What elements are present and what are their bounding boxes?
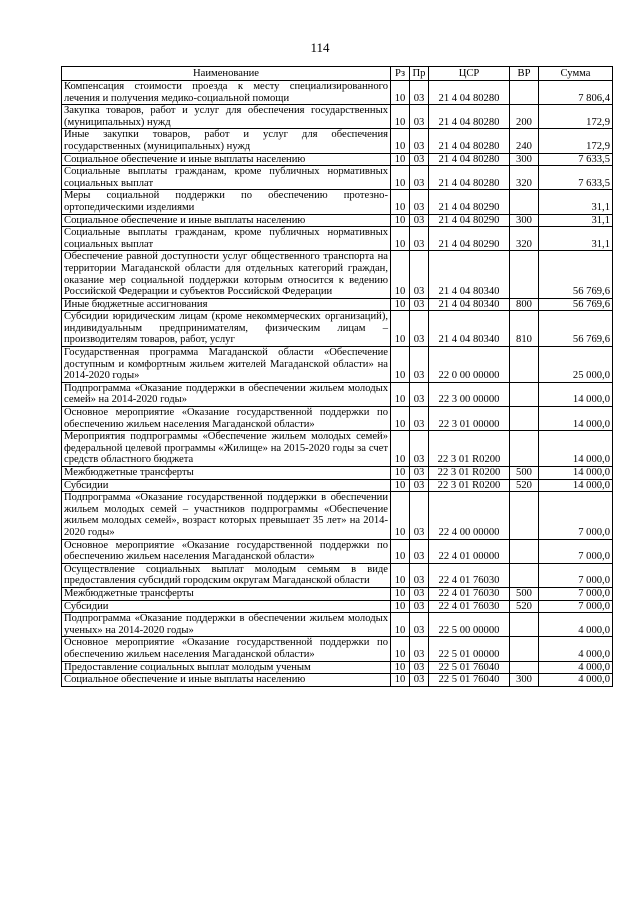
table-row	[62, 227, 613, 251]
table-row	[62, 587, 613, 600]
cell-rz: 10	[391, 479, 410, 492]
cell-sum: 56 769,6	[539, 298, 613, 311]
cell-sum: 4 000,0	[539, 613, 613, 637]
cell-sum: 31,1	[539, 214, 613, 227]
cell-name: Мероприятия подпрограммы «Обеспечение жильем молодых семей» федеральной целевой программы «Жилище» на 2015-2020 годы за счет средств областного бюджета	[62, 431, 391, 467]
cell-vr	[510, 661, 539, 674]
cell-rz: 10	[391, 431, 410, 467]
cell-vr	[510, 492, 539, 539]
cell-name: Подпрограмма «Оказание государственной поддержки в обеспечении жильем молодых семей – участников подпрограммы «Обеспечение жильем молодых семей», возраст которых превышает 35 лет» на 2014-2020 годы»	[62, 492, 391, 539]
cell-name: Социальное обеспечение и иные выплаты населению	[62, 153, 391, 166]
cell-rz: 10	[391, 347, 410, 383]
cell-csr: 22 5 01 00000	[429, 637, 510, 661]
table-row	[62, 382, 613, 406]
cell-csr: 21 4 04 80340	[429, 298, 510, 311]
budget-table	[61, 66, 613, 687]
cell-rz: 10	[391, 298, 410, 311]
cell-vr: 810	[510, 311, 539, 347]
cell-pr: 03	[410, 382, 429, 406]
cell-name: Иные бюджетные ассигнования	[62, 298, 391, 311]
cell-rz: 10	[391, 637, 410, 661]
cell-vr	[510, 637, 539, 661]
cell-vr: 200	[510, 105, 539, 129]
cell-pr: 03	[410, 311, 429, 347]
cell-pr: 03	[410, 153, 429, 166]
cell-rz: 10	[391, 153, 410, 166]
cell-name: Социальные выплаты гражданам, кроме публичных нормативных социальных выплат	[62, 166, 391, 190]
cell-name: Подпрограмма «Оказание поддержки в обеспечении жильем молодых семей» на 2014-2020 годы»	[62, 382, 391, 406]
cell-sum: 14 000,0	[539, 479, 613, 492]
column-header-csr: ЦСР	[429, 67, 510, 81]
cell-csr: 22 5 01 76040	[429, 661, 510, 674]
cell-rz: 10	[391, 539, 410, 563]
cell-name: Межбюджетные трансферты	[62, 467, 391, 480]
cell-pr: 03	[410, 431, 429, 467]
cell-pr: 03	[410, 661, 429, 674]
cell-sum: 4 000,0	[539, 637, 613, 661]
cell-sum: 7 000,0	[539, 563, 613, 587]
cell-sum: 14 000,0	[539, 407, 613, 431]
cell-pr: 03	[410, 190, 429, 214]
column-header-rz: Рз	[391, 67, 410, 81]
cell-pr: 03	[410, 479, 429, 492]
cell-sum: 4 000,0	[539, 661, 613, 674]
table-row	[62, 166, 613, 190]
cell-sum: 172,9	[539, 129, 613, 153]
cell-vr: 800	[510, 298, 539, 311]
table-row	[62, 563, 613, 587]
cell-name: Основное мероприятие «Оказание государственной поддержки по обеспечению жильем населения Магаданской области»	[62, 407, 391, 431]
cell-sum: 7 000,0	[539, 600, 613, 613]
cell-rz: 10	[391, 661, 410, 674]
table-row	[62, 298, 613, 311]
column-header-vr: ВР	[510, 67, 539, 81]
cell-csr: 21 4 04 80280	[429, 81, 510, 105]
cell-rz: 10	[391, 587, 410, 600]
cell-sum: 172,9	[539, 105, 613, 129]
cell-csr: 22 3 01 00000	[429, 407, 510, 431]
cell-csr: 22 4 01 76030	[429, 600, 510, 613]
cell-rz: 10	[391, 382, 410, 406]
cell-pr: 03	[410, 674, 429, 687]
cell-sum: 7 806,4	[539, 81, 613, 105]
cell-csr: 21 4 04 80340	[429, 251, 510, 298]
cell-pr: 03	[410, 613, 429, 637]
cell-csr: 21 4 04 80290	[429, 214, 510, 227]
cell-vr	[510, 382, 539, 406]
cell-rz: 10	[391, 674, 410, 687]
cell-name: Социальное обеспечение и иные выплаты населению	[62, 674, 391, 687]
cell-name: Субсидии	[62, 600, 391, 613]
cell-pr: 03	[410, 227, 429, 251]
table-row	[62, 129, 613, 153]
cell-pr: 03	[410, 637, 429, 661]
cell-pr: 03	[410, 81, 429, 105]
cell-pr: 03	[410, 492, 429, 539]
cell-sum: 7 633,5	[539, 166, 613, 190]
column-header-sum: Сумма	[539, 67, 613, 81]
cell-csr: 22 5 01 76040	[429, 674, 510, 687]
table-row	[62, 347, 613, 383]
cell-vr	[510, 81, 539, 105]
cell-name: Социальное обеспечение и иные выплаты населению	[62, 214, 391, 227]
cell-vr: 500	[510, 467, 539, 480]
cell-vr	[510, 539, 539, 563]
cell-rz: 10	[391, 166, 410, 190]
table-row	[62, 479, 613, 492]
cell-rz: 10	[391, 407, 410, 431]
cell-name: Подпрограмма «Оказание поддержки в обеспечении жильем молодых ученых» на 2014-2020 годы»	[62, 613, 391, 637]
cell-rz: 10	[391, 613, 410, 637]
cell-name: Иные закупки товаров, работ и услуг для обеспечения государственных (муниципальных) нужд	[62, 129, 391, 153]
cell-csr: 22 4 01 76030	[429, 587, 510, 600]
cell-name: Основное мероприятие «Оказание государственной поддержки по обеспечению жильем населения Магаданской области»	[62, 637, 391, 661]
table-row	[62, 661, 613, 674]
cell-csr: 22 4 01 00000	[429, 539, 510, 563]
cell-sum: 14 000,0	[539, 382, 613, 406]
cell-sum: 14 000,0	[539, 431, 613, 467]
cell-name: Обеспечение равной доступности услуг общественного транспорта на территории Магаданской области для отдельных категорий граждан, оказание мер социальной поддержки которым относится к ведению Российской Федерации и субъектов Российской Федерации	[62, 251, 391, 298]
cell-rz: 10	[391, 492, 410, 539]
table-row	[62, 153, 613, 166]
table-header-row	[62, 67, 613, 81]
cell-pr: 03	[410, 129, 429, 153]
cell-name: Основное мероприятие «Оказание государственной поддержки по обеспечению жильем населения Магаданской области»	[62, 539, 391, 563]
cell-sum: 56 769,6	[539, 251, 613, 298]
cell-name: Компенсация стоимости проезда к месту специализированного лечения и получения медико-социальной помощи	[62, 81, 391, 105]
table-row	[62, 637, 613, 661]
table-row	[62, 467, 613, 480]
column-header-pr: Пр	[410, 67, 429, 81]
cell-rz: 10	[391, 251, 410, 298]
cell-pr: 03	[410, 587, 429, 600]
cell-sum: 25 000,0	[539, 347, 613, 383]
table-row	[62, 81, 613, 105]
cell-vr: 300	[510, 153, 539, 166]
cell-rz: 10	[391, 129, 410, 153]
cell-csr: 21 4 04 80290	[429, 190, 510, 214]
cell-sum: 56 769,6	[539, 311, 613, 347]
cell-csr: 21 4 04 80280	[429, 105, 510, 129]
cell-vr: 500	[510, 587, 539, 600]
cell-name: Субсидии юридическим лицам (кроме некоммерческих организаций), индивидуальным предпринимателям, физическим лицам – производителям товаров, работ, услуг	[62, 311, 391, 347]
cell-csr: 22 5 00 00000	[429, 613, 510, 637]
table-row	[62, 492, 613, 539]
cell-pr: 03	[410, 251, 429, 298]
cell-name: Межбюджетные трансферты	[62, 587, 391, 600]
cell-csr: 22 3 01 R0200	[429, 431, 510, 467]
cell-csr: 21 4 04 80280	[429, 153, 510, 166]
cell-pr: 03	[410, 214, 429, 227]
table-row	[62, 214, 613, 227]
cell-csr: 22 4 00 00000	[429, 492, 510, 539]
cell-pr: 03	[410, 105, 429, 129]
table-row	[62, 674, 613, 687]
cell-csr: 22 0 00 00000	[429, 347, 510, 383]
table-row	[62, 613, 613, 637]
cell-vr: 520	[510, 479, 539, 492]
cell-sum: 31,1	[539, 190, 613, 214]
cell-csr: 21 4 04 80290	[429, 227, 510, 251]
cell-rz: 10	[391, 227, 410, 251]
cell-pr: 03	[410, 539, 429, 563]
cell-vr: 520	[510, 600, 539, 613]
cell-rz: 10	[391, 190, 410, 214]
cell-rz: 10	[391, 105, 410, 129]
cell-vr: 320	[510, 166, 539, 190]
cell-sum: 7 000,0	[539, 587, 613, 600]
cell-rz: 10	[391, 81, 410, 105]
cell-rz: 10	[391, 600, 410, 613]
cell-sum: 31,1	[539, 227, 613, 251]
cell-sum: 7 000,0	[539, 539, 613, 563]
table-row	[62, 251, 613, 298]
cell-csr: 22 3 01 R0200	[429, 467, 510, 480]
cell-vr	[510, 347, 539, 383]
table-row	[62, 407, 613, 431]
cell-pr: 03	[410, 298, 429, 311]
cell-vr: 300	[510, 674, 539, 687]
cell-pr: 03	[410, 347, 429, 383]
cell-sum: 7 633,5	[539, 153, 613, 166]
table-row	[62, 539, 613, 563]
cell-vr	[510, 613, 539, 637]
cell-csr: 21 4 04 80340	[429, 311, 510, 347]
cell-csr: 22 4 01 76030	[429, 563, 510, 587]
table-row	[62, 600, 613, 613]
cell-pr: 03	[410, 166, 429, 190]
cell-csr: 22 3 00 00000	[429, 382, 510, 406]
cell-vr	[510, 407, 539, 431]
cell-vr	[510, 431, 539, 467]
cell-pr: 03	[410, 407, 429, 431]
cell-vr	[510, 251, 539, 298]
column-header-name: Наименование	[62, 67, 391, 81]
cell-vr: 240	[510, 129, 539, 153]
cell-pr: 03	[410, 467, 429, 480]
cell-rz: 10	[391, 311, 410, 347]
table-row	[62, 431, 613, 467]
cell-name: Меры социальной поддержки по обеспечению протезно-ортопедическими изделиями	[62, 190, 391, 214]
table-row	[62, 190, 613, 214]
cell-sum: 4 000,0	[539, 674, 613, 687]
cell-name: Закупка товаров, работ и услуг для обеспечения государственных (муниципальных) нужд	[62, 105, 391, 129]
table-row	[62, 105, 613, 129]
cell-name: Социальные выплаты гражданам, кроме публичных нормативных социальных выплат	[62, 227, 391, 251]
cell-pr: 03	[410, 563, 429, 587]
cell-rz: 10	[391, 563, 410, 587]
cell-vr: 320	[510, 227, 539, 251]
cell-name: Субсидии	[62, 479, 391, 492]
table-row	[62, 311, 613, 347]
cell-rz: 10	[391, 214, 410, 227]
cell-rz: 10	[391, 467, 410, 480]
cell-csr: 22 3 01 R0200	[429, 479, 510, 492]
cell-csr: 21 4 04 80280	[429, 166, 510, 190]
cell-csr: 21 4 04 80280	[429, 129, 510, 153]
page-number: 114	[310, 40, 330, 55]
cell-name: Государственная программа Магаданской области «Обеспечение доступным и комфортным жильем жителей Магаданской области» на 2014-2020 годы»	[62, 347, 391, 383]
cell-sum: 7 000,0	[539, 492, 613, 539]
cell-name: Предоставление социальных выплат молодым ученым	[62, 661, 391, 674]
cell-vr	[510, 190, 539, 214]
cell-sum: 14 000,0	[539, 467, 613, 480]
cell-vr: 300	[510, 214, 539, 227]
cell-name: Осуществление социальных выплат молодым семьям в виде предоставления субсидий городским округам Магаданской области	[62, 563, 391, 587]
cell-pr: 03	[410, 600, 429, 613]
cell-vr	[510, 563, 539, 587]
